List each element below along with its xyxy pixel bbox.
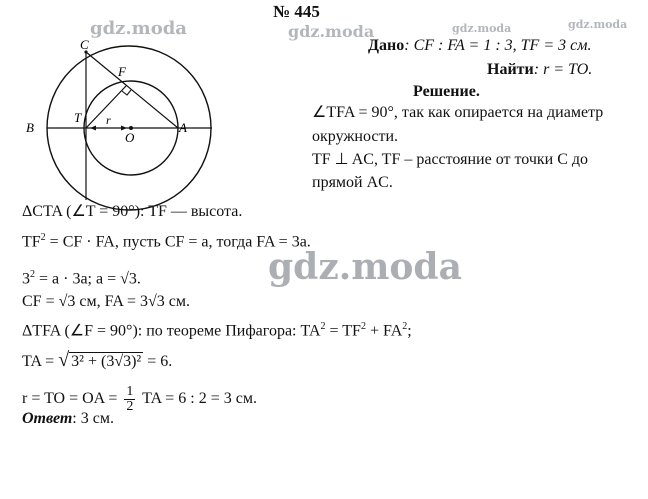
label-b: B [26,120,34,135]
solution-line-3: TF ⊥ AC, TF – расстояние от точки C до [312,151,589,168]
watermark: gdz.moda [568,18,628,31]
step-3: $3^2 = a \cdot 3a$; a = √3. [22,269,141,288]
step-6: TA = √ 3² + (3√3)² = 6. [22,349,173,371]
answer-text: : 3 см. [72,410,114,427]
watermark: gdz.moda [90,18,187,39]
step-7: r = TO = OA = $\frac{1}{2}$ TA = 6 : 2 = 3 см. [22,383,257,414]
geometry-figure [22,38,212,228]
watermark: gdz.moda [268,246,462,288]
label-a: A [179,120,187,135]
solution-line-2: окружности. [312,128,399,145]
solution-line-4: прямой AC. [312,174,393,191]
find-text: : r = TO. [533,61,593,78]
find-label: Найти [487,61,534,78]
solution-title: Решение. [413,83,480,100]
step-4: CF = √3 см, FA = 3√3 см. [22,293,191,310]
given-line [368,36,591,56]
given-label: Дано [368,37,405,54]
square-root: √ 3² + (3√3)² [58,349,142,371]
watermark: gdz.moda [452,22,512,35]
label-c: C [80,38,89,52]
find-line [487,60,592,80]
label-t: T [74,110,82,125]
given-text: : CF : FA = 1 : 3, TF = 3 см. [404,37,592,54]
step-2: $TF^2$ = CF · FA, пусть CF = a, тогда FA = 3a. [22,232,311,251]
solution-line-1: ∠TFA = 90°, так как опирается на диаметр [312,104,604,121]
answer-line [22,409,114,429]
label-o: O [125,130,135,145]
problem-number: № 445 [273,2,320,21]
watermark: gdz.moda [288,22,375,41]
step-5: ΔTFA (∠F = 90°): по теореме Пифагора: $TA^2 = TF^2 + FA^2$; [22,321,412,340]
answer-label: Ответ [22,410,73,427]
label-f: F [118,64,126,79]
label-r: r [106,113,111,127]
step-1: ΔCTA (∠T = 90°): TF — высота. [22,203,243,220]
fraction-one-half: $\frac{1}{2}$ [126,383,134,414]
